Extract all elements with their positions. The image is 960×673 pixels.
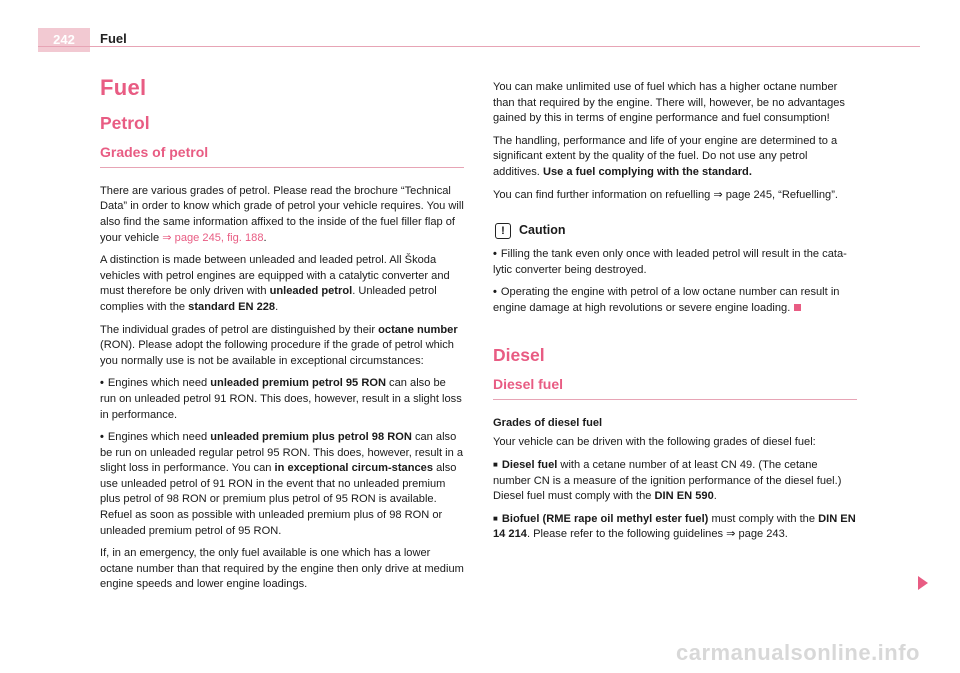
- paragraph: If, in an emergency, the only fuel available is one which has a lower octane number than that required by the engine then only drive at medium engine speeds and lower engine loadings.: [100, 547, 464, 591]
- list-item: ■ Biofuel (RME rape oil methyl ester fuel) must comply with the DIN EN 14 214. Please refer to the following guidelines ⇒ page 243.: [493, 512, 856, 541]
- bullet-icon: •: [493, 286, 497, 299]
- bullet-icon: •: [493, 248, 497, 261]
- section-end-icon: [794, 304, 801, 311]
- subsection-title-diesel-fuel: Diesel fuel: [493, 377, 857, 400]
- chapter-title: Fuel: [100, 75, 147, 100]
- header-rule: [38, 46, 920, 47]
- grades-heading: Grades of diesel fuel: [493, 416, 603, 429]
- paragraph: Your vehicle can be driven with the following grades of diesel fuel:: [493, 436, 816, 449]
- list-item: • Engines which need unleaded premium petrol 95 RON can also be run on unleaded petrol 91 RON. This does, however, result in a slight loss in performance.: [100, 377, 462, 421]
- list-item: ■ Diesel fuel with a cetane number of at least CN 49. (The cetane number CN is a measure of the ignition performance of the diesel fuel.) Diesel fuel must comply with the DIN EN 590.: [493, 458, 842, 503]
- bullet-icon: •: [100, 431, 104, 444]
- section-title-petrol: Petrol: [100, 112, 150, 133]
- list-item: • Engines which need unleaded premium plus petrol 98 RON can also be run on unleaded regular petrol 95 RON. This does, however, result in a slight loss in performance. You can in exceptional circum-stances also use unleaded petrol of 91 RON in the event that no unleaded premium plus petrol of 98 RON or premium plus petrol of 95 RON is available. Refuel as soon as possible with unleaded premium plus of 98 RON or unleaded premium petrol of 95 RON.: [100, 431, 464, 537]
- square-bullet-icon: ■: [493, 513, 498, 523]
- paragraph: There are various grades of petrol. Please read the brochure “Technical Data” in order to know which grade of petrol your vehicle requires. You will also find the same information affixed to the inside of the fuel filler flap of your vehicle ⇒ page 245, fig. 188.: [100, 184, 464, 244]
- paragraph: The handling, performance and life of your engine are determined to a significant extent by the quality of the fuel. Do not use any petrol additives. Use a fuel complying with the standard.: [493, 134, 838, 178]
- section-title-diesel: Diesel: [493, 344, 545, 365]
- left-column: [100, 75, 464, 600]
- running-head: Fuel: [100, 31, 127, 46]
- watermark: carmanualsonline.info: [676, 640, 920, 665]
- bullet-icon: •: [100, 377, 104, 390]
- paragraph: The individual grades of petrol are distinguished by their octane number (RON). Please adopt the following procedure if the grade of petrol which you normally use is not be available in exceptional circumstances:: [100, 323, 458, 367]
- subsection-title-grades: Grades of petrol: [100, 145, 464, 168]
- paragraph: You can make unlimited use of fuel which has a higher octane number than that required by the engine. There will, however, be no advantages gained by this in terms of engine performance and fuel consumption!: [493, 81, 845, 125]
- page-link[interactable]: ⇒ page 245, fig. 188: [162, 231, 264, 244]
- square-bullet-icon: ■: [493, 459, 498, 469]
- caution-heading: ! Caution: [493, 223, 857, 239]
- right-column: [493, 80, 857, 550]
- next-page-arrow-icon[interactable]: [918, 576, 928, 590]
- caution-item: • Operating the engine with petrol of a low octane number can result in engine damage at high revolutions or severe engine loading.: [493, 286, 840, 314]
- paragraph: A distinction is made between unleaded and leaded petrol. All Škoda vehicles with petrol engines are equipped with a catalytic converter and must therefore be only driven with unleaded petrol. Unleaded petrol complies with the standard EN 228.: [100, 254, 450, 313]
- page-number: 242: [38, 28, 90, 52]
- caution-icon: !: [495, 223, 511, 239]
- caution-item: • Filling the tank even only once with leaded petrol will result in the cata-lytic converter being destroyed.: [493, 248, 847, 276]
- paragraph: You can find further information on refuelling ⇒ page 245, “Refuelling”.: [493, 188, 838, 201]
